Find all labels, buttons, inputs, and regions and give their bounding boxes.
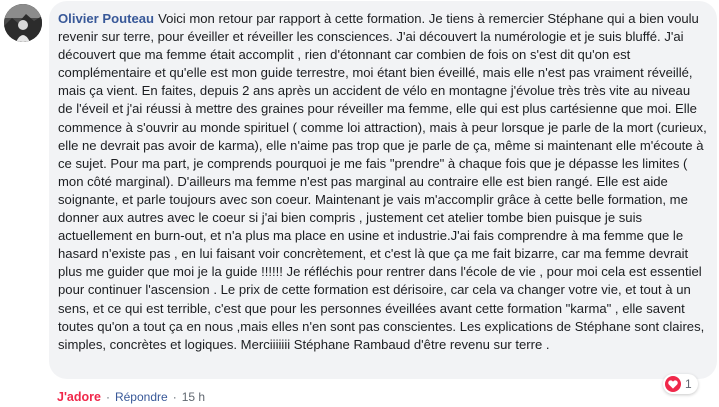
- avatar-image: [4, 4, 42, 42]
- comment-text: Voici mon retour par rapport à cette formation. Je tiens à remercier Stéphane qui a bien voulu revenir sur terre, pour éveiller et réveiller les consciences. J'ai découvert la numérologie et je suis bluffé. J'ai découvert que ma femme était accomplit , rien d'étonnant car combien de fois on s'est dit qu'on est complémentaire et qu'elle est mon guide terrestre, moi étant bien éveillé, mais elle n'est pas vraiment réveillé, mais ça vient. En faites, depuis 2 ans après un accident de vélo en montagne j'évolue très très vite au niveau de l'éveil et j'ai réussi à mettre des graines pour réveiller ma femme, elle qui est plus cartésienne que moi. Elle commence à s'ouvrir au monde spirituel ( comme loi attraction), mais à peur lorsque je parle de la mort (curieux, elle ne devrait pas avoir de karma), elle n'aime pas trop que je parle de ça, même si maintenant elle m'écoute à ce sujet. Pour ma part, je comprends pourquoi je me fais "prendre" à chaque fois que je dépasse les limites ( mon côté marginal). D'ailleurs ma femme n'est pas marginal au contraire elle est bien rangé. Elle est aide soignante, et parle toujours avec son coeur. Maintenant je vais m'accomplir grâce à cette belle formation, me donner aux autres avec le coeur si j'ai bien compris , justement cet atelier tombe bien puisque je suis actuellement en burn-out, et n'a plus ma place en usine et industrie.J'ai fais comprendre à ma femme que le hasard n'existe pas , en lui faisant voir concrètement, et c'est là que ça me fait bizarre, car ma femme devrait plus me guider que moi je la guide !!!!!! Je réfléchis pour rentrer dans l'école de vie , pour moi cela est essentiel pour continuer l'ascension . Le prix de cette formation est dérisoire, car cela va changer votre vie, et tout à un sens, et ce qui est terrible, c'est que pour les personnes éveillées avant cette formation "karma" , elle savent toutes qu'on a tout ça en nous ,mais elles n'en sont pas conscientes. Les explications de Stéphane sont claires, simples, concrètes et logiques. Merciiiiiii Stéphane Rambaud d'être revenu sur terre .: [58, 11, 707, 352]
- separator-dot: ·: [172, 390, 177, 404]
- like-button[interactable]: J'adore: [57, 390, 101, 404]
- avatar[interactable]: [4, 4, 42, 42]
- reply-button[interactable]: Répondre: [114, 390, 168, 404]
- comment-author-link[interactable]: Olivier Pouteau: [58, 11, 155, 26]
- reaction-count: 1: [685, 377, 692, 391]
- comment-timestamp[interactable]: 15 h: [181, 390, 206, 404]
- comment-body: [58, 10, 707, 354]
- reaction-summary[interactable]: [663, 374, 698, 394]
- heart-icon: [665, 376, 681, 392]
- separator-dot: ·: [105, 390, 110, 404]
- comment-actions: [57, 389, 205, 405]
- comment-bubble: [49, 1, 717, 379]
